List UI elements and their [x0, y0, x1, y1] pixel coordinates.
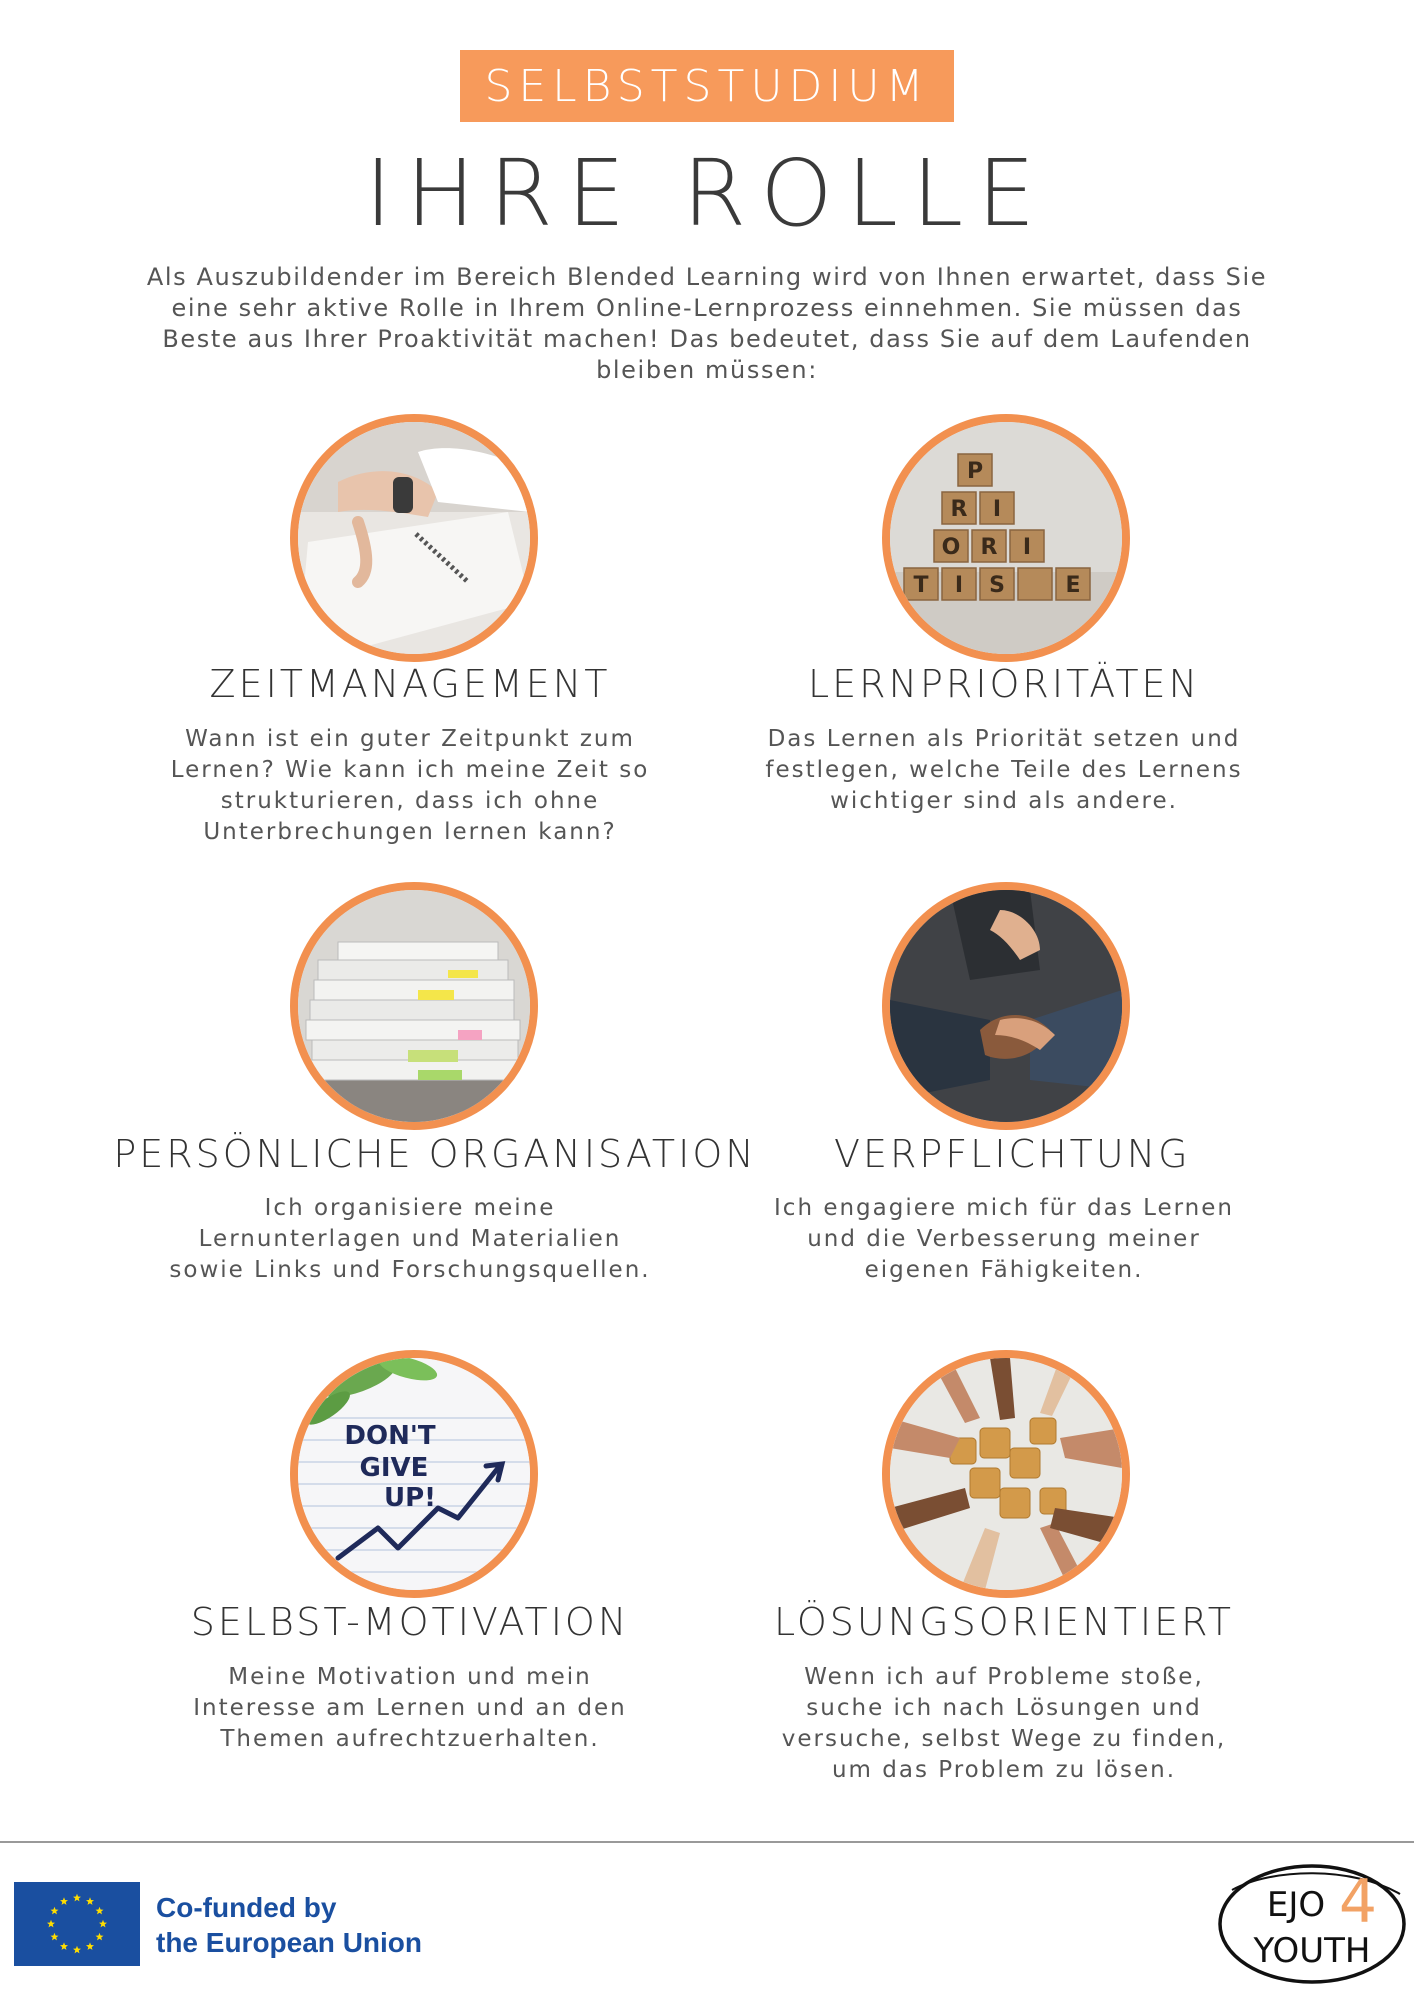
tile-letter: P	[966, 459, 984, 484]
tile-letter: T	[913, 573, 929, 598]
eu-flag-icon	[14, 1882, 140, 1966]
card-line: versuche, selbst Wege zu finden,	[781, 1726, 1227, 1752]
card-line: festlegen, welche Teile des Lernens	[765, 757, 1243, 783]
page-title: IHRE ROLLE	[364, 140, 1050, 247]
card-line: wichtiger sind als andere.	[830, 788, 1178, 814]
card-line: Lernen? Wie kann ich meine Zeit so	[170, 757, 650, 783]
card-line: strukturieren, dass ich ohne	[220, 788, 600, 814]
card-line: Lernunterlagen und Materialien	[198, 1226, 622, 1252]
card-title-time-management: ZEITMANAGEMENT	[209, 662, 611, 706]
personal-organization-photo	[290, 882, 538, 1130]
card-line: Unterbrechungen lernen kann?	[203, 819, 617, 845]
note-line: DON'T	[344, 1421, 436, 1451]
section-banner: SELBSTSTUDIUM	[460, 50, 954, 122]
card-title-self-motivation: SELBST-MOTIVATION	[190, 1600, 630, 1644]
note-line: GIVE	[359, 1453, 429, 1483]
handshake-image	[890, 890, 1122, 1122]
card-line: Wann ist ein guter Zeitpunkt zum	[185, 726, 635, 752]
tile-letter: O	[941, 535, 961, 560]
intro-paragraph: Als Auszubildender im Bereich Blended Learning wird von Ihnen erwartet, dass Sie eine sehr aktive Rolle in Ihrem Online-Lernprozess einnehmen. Sie müssen das Beste aus Ihrer Proaktivität machen! Das bedeutet, dass Sie auf dem Laufenden bleiben müssen:	[146, 263, 1268, 384]
card-line: Interesse am Lernen und an den	[193, 1695, 627, 1721]
ejo4youth-logo	[1212, 1850, 1412, 1990]
card-title-solution-oriented: LÖSUNGSORIENTIERT	[774, 1600, 1234, 1644]
eu-line: Co-funded by	[156, 1892, 337, 1923]
scrabble-tiles-image	[890, 422, 1122, 654]
card-line: Themen aufrechtzuerhalten.	[220, 1726, 600, 1752]
card-text-commitment	[704, 1193, 1304, 1286]
card-text-learning-priorities	[704, 724, 1304, 817]
card-line: um das Problem zu lösen.	[831, 1757, 1177, 1783]
dont-give-up-note-image	[298, 1358, 530, 1590]
card-line: Ich organisiere meine	[264, 1195, 556, 1221]
tile-letter: R	[980, 535, 998, 560]
card-line: Das Lernen als Priorität setzen und	[767, 726, 1241, 752]
card-line: Ich engagiere mich für das Lernen	[774, 1195, 1234, 1221]
card-line: und die Verbesserung meiner	[807, 1226, 1201, 1252]
card-title-personal-organization: PERSÖNLICHE ORGANISATION	[113, 1132, 757, 1176]
self-motivation-photo	[290, 1350, 538, 1598]
card-line: sowie Links und Forschungsquellen.	[169, 1257, 651, 1283]
card-line: eigenen Fähigkeiten.	[864, 1257, 1144, 1283]
card-title-commitment: VERPFLICHTUNG	[834, 1132, 1191, 1176]
eu-line: the European Union	[156, 1927, 422, 1958]
card-line: suche ich nach Lösungen und	[806, 1695, 1202, 1721]
tile-letter: I	[954, 573, 964, 598]
card-text-personal-organization	[110, 1193, 710, 1286]
logo-text-top: EJO	[1266, 1885, 1326, 1925]
card-text-solution-oriented	[704, 1662, 1304, 1786]
learning-priorities-photo	[882, 414, 1130, 662]
card-text-time-management	[110, 724, 710, 848]
paper-stack-image	[298, 890, 530, 1122]
logo-text-bottom: YOUTH	[1253, 1931, 1371, 1971]
card-line: Wenn ich auf Probleme stoße,	[804, 1664, 1204, 1690]
eu-cofunded-text	[156, 1890, 422, 1960]
tile-letter: R	[950, 497, 968, 522]
note-line: UP!	[383, 1483, 437, 1513]
card-line: Meine Motivation und mein	[228, 1664, 592, 1690]
card-text-self-motivation	[110, 1662, 710, 1755]
tile-letter: E	[1065, 573, 1081, 598]
tile-letter: I	[1022, 535, 1032, 560]
tile-letter: S	[989, 573, 1005, 598]
wristwatch-notebook-image	[298, 422, 530, 654]
tile-letter: I	[992, 497, 1002, 522]
commitment-photo	[882, 882, 1130, 1130]
footer-divider	[0, 1841, 1414, 1843]
solution-oriented-photo	[882, 1350, 1130, 1598]
puzzle-hands-image	[890, 1358, 1122, 1590]
card-title-learning-priorities: LERNPRIORITÄTEN	[807, 662, 1200, 706]
time-management-photo	[290, 414, 538, 662]
logo-number: 4	[1338, 1867, 1378, 1937]
